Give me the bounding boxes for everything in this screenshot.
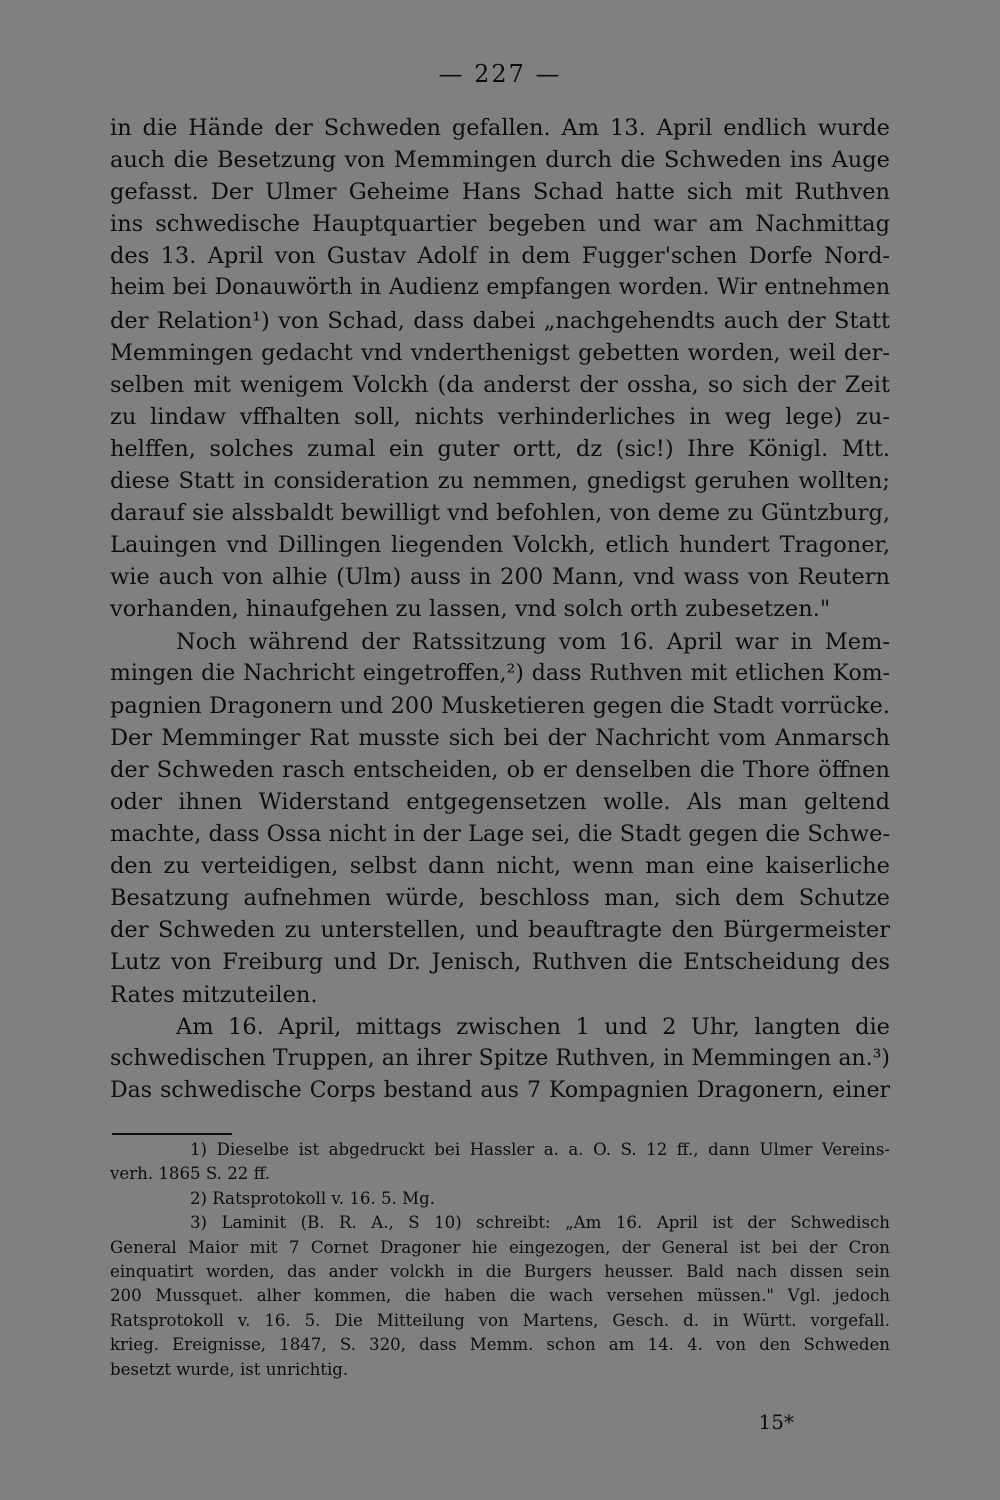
text-line: mingen die Nachricht eingetroffen,²) dass Ruthven mit etlichen Kom-	[110, 660, 890, 686]
text-line: pagnien Dragonern und 200 Musketieren gegen die Stadt vorrücke.	[110, 692, 890, 719]
text-line: des 13. April von Gustav Adolf in dem Fugger'schen Dorfe Nord-	[110, 243, 890, 270]
footnote-line: 2) Ratsprotokoll v. 16. 5. Mg.	[190, 1188, 436, 1208]
text-line: der Schweden zu unterstellen, und beauftragte den Bürgermeister	[110, 917, 890, 944]
text-line: selben mit wenigem Volckh (da anderst der ossha, so sich der Zeit	[110, 371, 890, 398]
footnote-line: verh. 1865 S. 22 ff.	[110, 1164, 271, 1184]
text-line: oder ihnen Widerstand entgegensetzen wolle. Als man geltend	[110, 788, 890, 815]
footnote-line: General Maior mit 7 Cornet Dragoner hie eingezogen, der General ist bei der Cron	[110, 1237, 890, 1257]
text-line: schwedischen Truppen, an ihrer Spitze Ruthven, in Memmingen an.³)	[110, 1045, 890, 1071]
text-line: der Schweden rasch entscheiden, ob er denselben die Thore öffnen	[110, 756, 890, 783]
text-line: Memmingen gedacht vnd vnderthenigst gebetten worden, weil der-	[110, 339, 890, 366]
footnote-line: krieg. Ereignisse, 1847, S. 320, dass Memm. schon am 14. 4. von den Schweden	[110, 1335, 890, 1355]
text-line: Das schwedische Corps bestand aus 7 Kompagnien Dragonern, einer	[110, 1077, 890, 1103]
footnote-line: 1) Dieselbe ist abgedruckt bei Hassler a. a. O. S. 12 ff., dann Ulmer Vereins-	[190, 1140, 890, 1159]
text-line: darauf sie alssbaldt bewilligt vnd befohlen, von deme zu Güntzburg,	[110, 500, 890, 527]
text-line: Der Memminger Rat musste sich bei der Nachricht vom Anmarsch	[110, 724, 890, 751]
text-line: Lauingen vnd Dillingen liegenden Volckh, etlich hundert Tragoner,	[110, 532, 890, 559]
text-line: Am 16. April, mittags zwischen 1 und 2 Uhr, langten die	[176, 1013, 890, 1040]
text-line: Lutz von Freiburg und Dr. Jenisch, Ruthven die Entscheidung des	[110, 949, 890, 976]
text-line: Besatzung aufnehmen würde, beschloss man, sich dem Schutze	[110, 885, 890, 912]
footnotes	[110, 1138, 890, 1382]
text-line: in die Hände der Schweden gefallen. Am 13. April endlich wurde	[110, 115, 890, 141]
footnote-line: 3) Laminit (B. R. A., S 10) schreibt: „Am 16. April ist der Schwedisch	[190, 1213, 890, 1233]
text-line: heim bei Donauwörth in Audienz empfangen worden. Wir entnehmen	[110, 275, 890, 301]
body-text	[110, 112, 890, 1107]
footnote-line: besetzt wurde, ist unrichtig.	[110, 1359, 349, 1379]
text-line: auch die Besetzung von Memmingen durch die Schweden ins Auge	[110, 147, 890, 174]
text-line: ins schwedische Hauptquartier begeben und war am Nachmittag	[110, 211, 890, 238]
text-line: diese Statt in consideration zu nemmen, gnedigst geruhen wollten;	[110, 468, 890, 495]
text-line: machte, dass Ossa nicht in der Lage sei, die Stadt gegen die Schwe-	[110, 821, 891, 848]
text-line: der Relation¹) von Schad, dass dabei „nachgehendts auch der Statt	[110, 307, 890, 334]
text-line: Rates mitzuteilen.	[110, 981, 318, 1008]
text-line: den zu verteidigen, selbst dann nicht, wenn man eine kaiserliche	[110, 853, 890, 880]
signature-mark: 15*	[758, 1410, 794, 1434]
footnote-line: 200 Mussquet. alher kommen, die haben die wach versehen müssen." Vgl. jedoch	[110, 1286, 890, 1306]
page-number: — 227 —	[438, 60, 562, 88]
text-line: zu lindaw vffhalten soll, nichts verhinderliches in weg lege) zu-	[110, 403, 890, 430]
text-line: Noch während der Ratssitzung vom 16. April war in Mem-	[176, 628, 890, 655]
text-line: vorhanden, hinaufgehen zu lassen, vnd solch orth zubesetzen."	[110, 596, 831, 623]
text-line: helffen, solches zumal ein guter ortt, dz (sic!) Ihre Königl. Mtt.	[110, 435, 890, 462]
text-line: gefasst. Der Ulmer Geheime Hans Schad hatte sich mit Ruthven	[110, 179, 890, 206]
footnote-line: einquatirt worden, das ander volckh in die Burgers heusser. Bald nach dissen sein	[110, 1261, 890, 1281]
footnote-divider	[112, 1133, 232, 1135]
text-line: wie auch von alhie (Ulm) auss in 200 Mann, vnd wass von Reutern	[110, 564, 890, 591]
footnote-line: Ratsprotokoll v. 16. 5. Die Mitteilung von Martens, Gesch. d. in Württ. vorgefall.	[110, 1310, 890, 1330]
